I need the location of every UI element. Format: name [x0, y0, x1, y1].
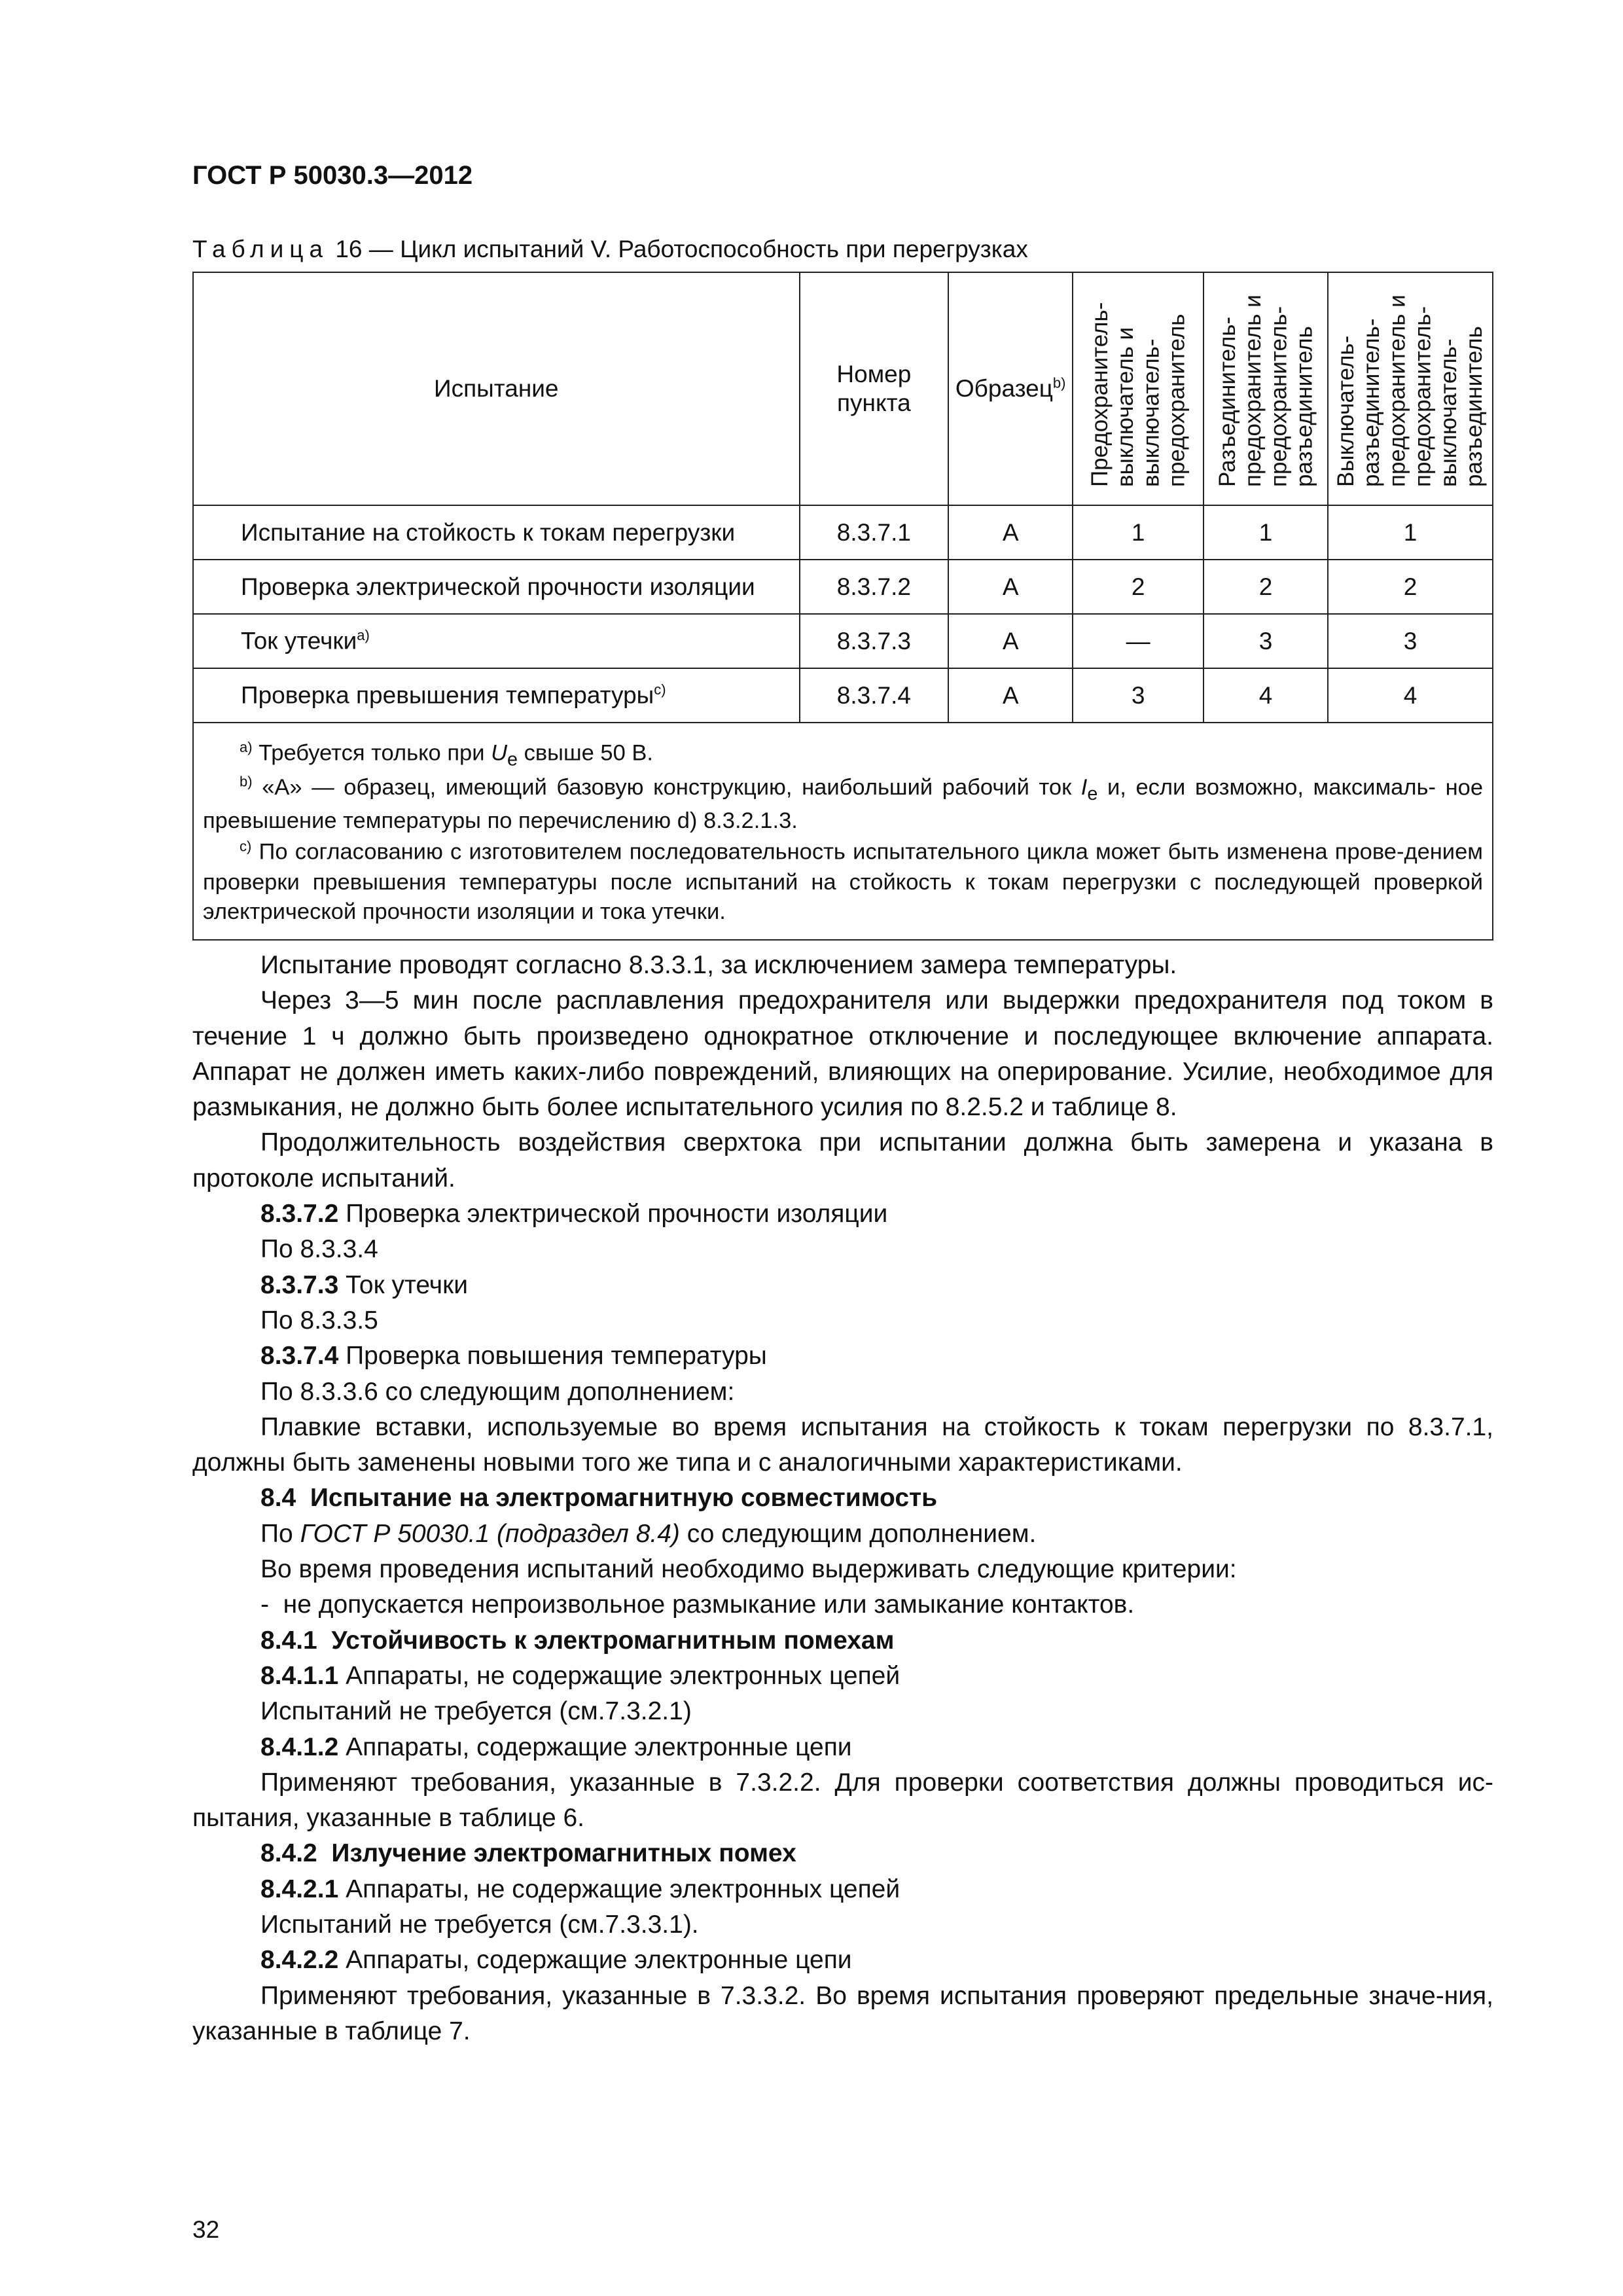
- paragraph: Испытаний не требуется (см.7.3.3.1).: [260, 1910, 699, 1939]
- row-sample: А: [948, 560, 1073, 614]
- paragraph: Продолжительность воздействия сверхтока при испытании должна быть замерена и указана в протоколе испытаний.: [192, 1128, 1493, 1193]
- row-value: 1: [1073, 505, 1204, 560]
- table-row: [193, 560, 1493, 614]
- row-value: 2: [1204, 560, 1328, 614]
- table-caption-word: Таблица: [192, 236, 329, 262]
- clause-8-3-7-2: 8.3.7.2 Проверка электрической прочности изоляции: [260, 1200, 888, 1229]
- row-test: Проверка превышения температуры$^{c)}$: [193, 668, 800, 723]
- body-text: [192, 948, 1493, 2049]
- note-b: $^{b)}$ «А» — образец, имеющий базовую конструкцию, наибольший рабочий ток $I_e$ и, если возможно, максималь- ное превышение температуры по перечислению d) 8.3.2.1.3.: [203, 773, 1484, 834]
- section-heading-8-4-2: 8.4.2 Излучение электромагнитных помех: [260, 1839, 796, 1868]
- row-value: 3: [1073, 668, 1204, 723]
- row-test: Ток утечки$^{a)}$: [193, 614, 800, 668]
- note-c: $^{c)}$ По согласованию с изготовителем последовательность испытательного цикла может быть изменена прове-дением проверки превышения температуры после испытаний на стойкость к токам перегрузки с последующей проверкой электрической прочности изоляции и тока утечки.: [203, 838, 1483, 925]
- paragraph: Применяют требования, указанные в 7.3.2.2. Для проверки соответствия должны проводиться ис-пытания, указанные в таблице 6.: [192, 1768, 1493, 1833]
- row-value: 4: [1328, 668, 1493, 723]
- table-caption-text: 16 — Цикл испытаний V. Работоспособность при перегрузках: [335, 236, 1028, 262]
- paragraph: Плавкие вставки, используемые во время испытания на стойкость к токам перегрузки по 8.3.7.1, должны быть заменены новыми того же типа и с аналогичными характеристиками.: [192, 1412, 1493, 1477]
- row-test: Испытание на стойкость к токам перегрузки: [193, 505, 800, 560]
- clause-8-3-7-4: 8.3.7.4 Проверка повышения температуры: [260, 1342, 767, 1371]
- row-test: Проверка электрической прочности изоляции: [193, 560, 800, 614]
- table-header-row: [193, 272, 1493, 505]
- page-number: 32: [192, 2216, 220, 2243]
- header-switch-disconnector-fuse-label: Выключатель- разъединитель- предохранитель и предохранитель- выключатель- разъединитель: [1333, 295, 1488, 487]
- table-row: [193, 614, 1493, 668]
- clause-8-4-2-1: 8.4.2.1 Аппараты, не содержащие электронных цепей: [260, 1874, 901, 1903]
- row-clause: 8.3.7.2: [800, 560, 949, 614]
- row-clause: 8.3.7.1: [800, 505, 949, 560]
- header-sample: Образец$^{b)}$: [948, 272, 1073, 505]
- row-value: —: [1073, 614, 1204, 668]
- row-value: 3: [1328, 614, 1493, 668]
- note-a: $^{a)}$ Требуется только при $U_e$ свыше 50 В.: [240, 739, 653, 770]
- row-value: 3: [1204, 614, 1328, 668]
- row-clause: 8.3.7.3: [800, 614, 949, 668]
- table-caption: [192, 236, 1028, 263]
- paragraph: Испытание проводят согласно 8.3.3.1, за исключением замера температуры.: [260, 951, 1177, 979]
- row-sample: А: [948, 668, 1073, 723]
- paragraph: По ГОСТ Р 50030.1 (подраздел 8.4) со следующим дополнением.: [260, 1519, 1037, 1548]
- clause-8-4-1-1: 8.4.1.1 Аппараты, не содержащие электронных цепей: [260, 1661, 901, 1690]
- paragraph: По 8.3.3.6 со следующим дополнением:: [260, 1377, 735, 1406]
- paragraph: Применяют требования, указанные в 7.3.3.2. Во время испытания проверяют предельные значе-ния, указанные в таблице 7.: [192, 1981, 1493, 2045]
- paragraph: Через 3—5 мин после расплавления предохранителя или выдержки предохранителя под током в течение 1 ч должно быть произведено однократное отключение и последующее включение аппарата. Аппарат не должен иметь каких-либо повреждений, влияющих на оперирование. Усилие, необходимое для размыкания, не должно быть более испытательного усилия по 8.2.5.2 и таблице 8.: [192, 986, 1493, 1122]
- paragraph: По 8.3.3.5: [260, 1306, 378, 1335]
- row-sample: А: [948, 505, 1073, 560]
- row-value: 1: [1328, 505, 1493, 560]
- paragraph: По 8.3.3.4: [260, 1235, 378, 1264]
- paragraph: Во время проведения испытаний необходимо выдерживать следующие критерии:: [260, 1555, 1237, 1584]
- list-item: - не допускается непроизвольное размыкание или замыкание контактов.: [260, 1590, 1135, 1619]
- header-disconnector-fuse-label: Разъединитель- предохранитель и предохранитель- разъединитель: [1214, 295, 1317, 487]
- table-notes: [193, 723, 1493, 940]
- header-fuse-switch-label: Предохранитель- выключатель и выключатель- предохранитель: [1086, 302, 1190, 487]
- table-notes-row: [193, 723, 1493, 940]
- section-heading-8-4-1: 8.4.1 Устойчивость к электромагнитным помехам: [260, 1626, 895, 1655]
- clause-8-3-7-3: 8.3.7.3 Ток утечки: [260, 1270, 468, 1299]
- header-disconnector-fuse: [1204, 272, 1328, 505]
- clause-8-4-2-2: 8.4.2.2 Аппараты, содержащие электронные цепи: [260, 1946, 852, 1975]
- header-test: Испытание: [193, 272, 800, 505]
- header-fuse-switch: [1073, 272, 1204, 505]
- standard-designation: ГОСТ Р 50030.3—2012: [192, 161, 473, 190]
- section-heading-8-4: 8.4 Испытание на электромагнитную совместимость: [260, 1484, 938, 1513]
- row-value: 4: [1204, 668, 1328, 723]
- header-switch-disconnector-fuse: [1328, 272, 1493, 505]
- test-cycle-table: [192, 272, 1493, 941]
- row-value: 1: [1204, 505, 1328, 560]
- clause-8-4-1-2: 8.4.1.2 Аппараты, содержащие электронные цепи: [260, 1732, 852, 1761]
- table-row: [193, 668, 1493, 723]
- row-value: 2: [1328, 560, 1493, 614]
- row-value: 2: [1073, 560, 1204, 614]
- row-clause: 8.3.7.4: [800, 668, 949, 723]
- row-sample: А: [948, 614, 1073, 668]
- paragraph: Испытаний не требуется (см.7.3.2.1): [260, 1697, 692, 1726]
- table-row: [193, 505, 1493, 560]
- header-clause: Номер пункта: [800, 272, 949, 505]
